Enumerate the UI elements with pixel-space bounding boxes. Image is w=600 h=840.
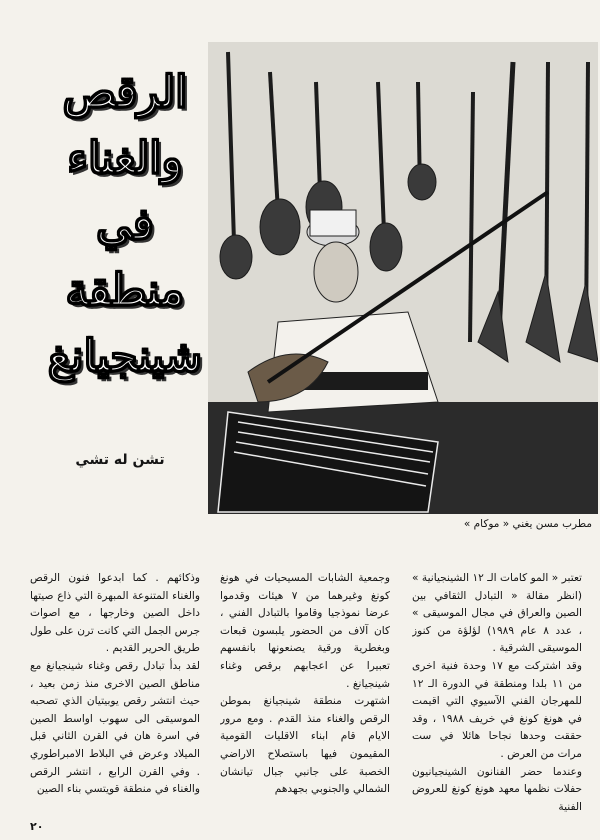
title-line-4: شينجيانغ bbox=[47, 331, 203, 382]
title-line-2: والغناء bbox=[67, 133, 183, 184]
article-photo bbox=[208, 42, 598, 514]
text-column-2 bbox=[220, 570, 390, 832]
paragraph: لقد بدأ تبادل رقص وغناء شينجيانغ مع مناطق الصين الاخرى منذ زمن بعيد ، حيث انتشر رقص يوبيتيان الذي تصحبه الموسيقى الى سهوب اواسط الصين في اسرة هان في القرن الثاني قبل الميلاد وعرض في البلاط الامبراطوري . وفي القرن الرابع ، انتشر الرقص والغناء في منطقة قويتسي بناء الصين bbox=[30, 659, 200, 796]
paragraph: وذكائهم . كما ابدعوا فنون الرقص والغناء المتنوعة المبهرة التي ذاع صيتها داخل الصين وخارجها ، مع اصوات جرس الجمل التي كانت ترن على طول طريق الحرير القديم . bbox=[30, 572, 200, 655]
title-line-3: في منطقة bbox=[65, 199, 185, 316]
paragraph: اشتهرت منطقة شينجيانغ بموطن الرقص والغناء منذ القدم . ومع مرور الايام قام ابناء الاقليات القومية المقيمون فيها باستصلاح الاراضي الخصبة على جانبي جبال تيانشان الشمالي والجنوبي بجهدهم bbox=[220, 695, 390, 796]
paragraph: تعتبر « المو كامات الـ ١٢ الشينجيانية » (انظر مقالة « التبادل الثقافي بين الصين والعراق في مجال الموسيقى » ، عدد ٨ عام ١٩٨٩) لؤلؤة من كنوز الموسيقى الشرقية . bbox=[412, 572, 582, 655]
page-number: ٢٠ bbox=[30, 820, 44, 833]
photo-caption: مطرب مسن يغني « موكام » bbox=[463, 518, 592, 530]
embroidered-cap bbox=[310, 210, 356, 236]
article-title bbox=[30, 60, 220, 410]
text-column-3 bbox=[30, 570, 200, 832]
paragraph: وجمعية الشابات المسيحيات في هونغ كونغ وغيرهما من ٧ هيئات وقدموا عرضا نموذجيا وقاموا بالتبادل الفني ، كان آلاف من الحضور يلبسون قبعات وبغطرية ورقية يصنعونها بانفسهم تعبيرا عن اعجابهم برقص وغناء شينجيانغ . bbox=[220, 572, 390, 690]
photo-illustration bbox=[208, 42, 598, 514]
text-column-1 bbox=[412, 570, 582, 832]
author-byline: تشن له تشي bbox=[75, 452, 165, 468]
title-line-1: الرقص bbox=[62, 67, 188, 118]
paragraph: وقد اشتركت مع ١٧ وحدة فنية اخرى من ١١ بلدا ومنطقة في الدورة الـ ١٢ للمهرجان الفني الآسيوي التي اقيمت في هونغ كونغ في خريف ١٩٨٨ ، وقد حققت وحدها نجاحا هائلا في ست مرات من العرض . bbox=[412, 659, 582, 760]
paragraph: وعندما حضر الفنانون الشينجيانيون حفلات نظمها معهد هونغ كونغ للعروض الفنية bbox=[412, 765, 582, 813]
